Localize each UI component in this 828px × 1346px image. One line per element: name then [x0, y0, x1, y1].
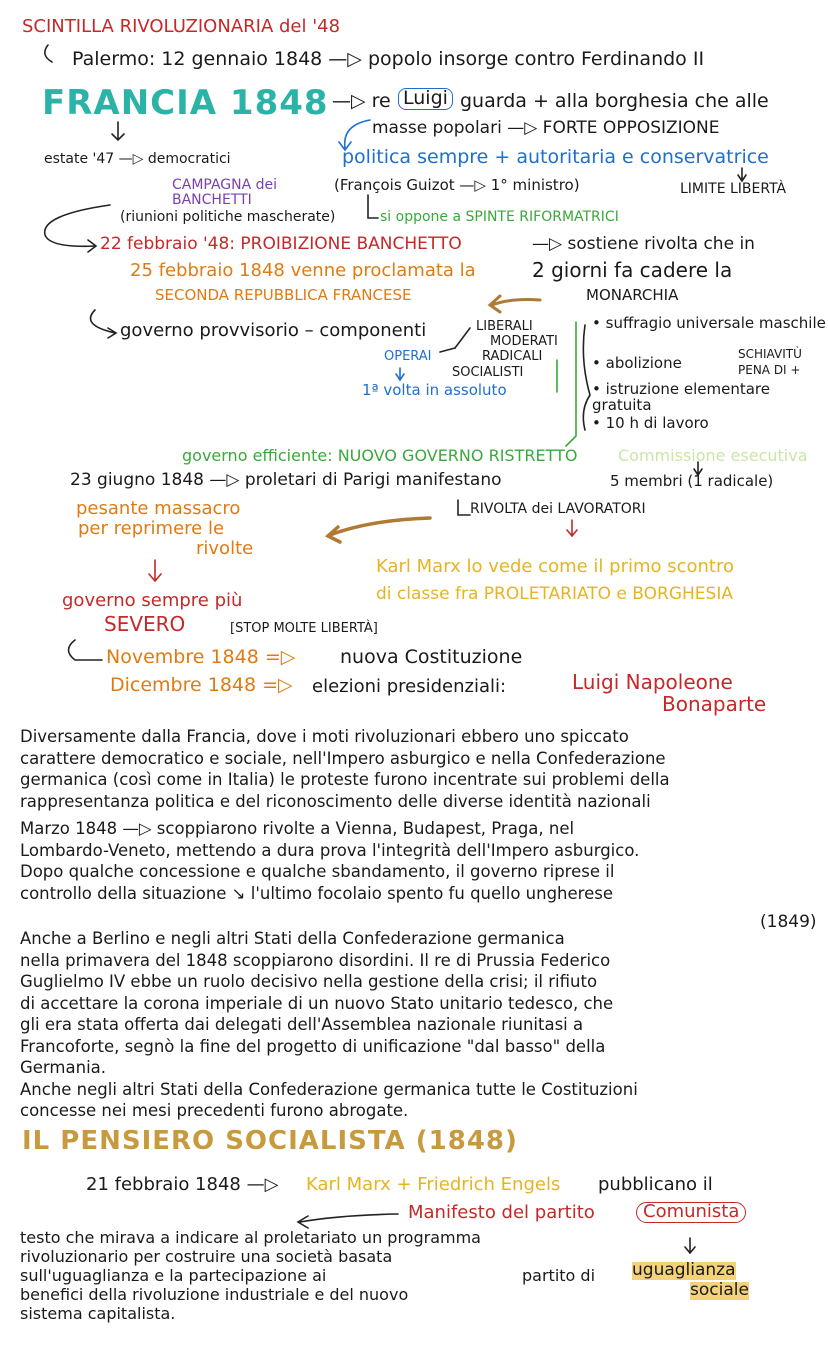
- uguaglianza: uguaglianza: [632, 1260, 736, 1280]
- liberali: LIBERALI: [476, 319, 533, 334]
- paragraph-impero: Diversamente dalla Francia, dove i moti rivoluzionari ebbero uno spiccato carattere democratico e sociale, nell'Impero asburgico e nella Confederazione germanica (così come in Italia) le proteste furono incentrate sui problemi della rappresentanza politica e del riconoscimento delle diverse identità nazionali Marzo 1848 —▷ scoppiarono rivolte a Vienna, Budapest, Praga, nel Lombardo-Veneto, mettendo a dura prova l'integrità dell'Impero asburgico. Dopo qualche concessione e qualche sbandamento, il governo riprese il controllo della situazione ↘ l'ultimo focolaio spento fu quello ungherese: [20, 727, 670, 903]
- monarchia: MONARCHIA: [586, 286, 679, 304]
- campagna-banchetti: CAMPAGNA dei BANCHETTI: [172, 177, 278, 208]
- moderati: MODERATI: [490, 334, 558, 349]
- bullet-istruzione: • istruzione elementare gratuita: [592, 380, 770, 414]
- governo-provvisorio: governo provvisorio – componenti: [120, 320, 427, 341]
- marx-engels: Karl Marx + Friedrich Engels: [306, 1174, 561, 1195]
- commissione-esecutiva: Commissione esecutiva: [618, 446, 808, 465]
- schiavitu: SCHIAVITÙ: [738, 347, 802, 361]
- due-giorni: 2 giorni fa cadere la: [532, 258, 733, 282]
- paragraph-germania: Anche a Berlino e negli altri Stati della Confederazione germanica nella primavera del 1848 scoppiarono disordini. Il re di Prussia Federico Guglielmo IV ebbe un ruolo decisivo nella gestione della crisi; il rifiuto di accettare la corona imperiale di un nuovo Stato unitario tedesco, che gli era stata offerta dai delegati dell'Assemblea nazionale riunitasi a Francoforte, segnò la fine del progetto di unificazione "dal basso" della Germania. Anche negli altri Stati della Confederazione germanica tutte le Costituzioni concesse nei mesi precedenti furono abrogate.: [20, 929, 638, 1120]
- severo-line1: governo sempre più: [62, 590, 243, 611]
- year-1849: (1849): [760, 912, 817, 932]
- dicembre-label: Dicembre 1848 =▷: [110, 674, 293, 696]
- francia-line2: masse popolari —▷ FORTE OPPOSIZIONE: [372, 118, 720, 138]
- febbraio-22-line: 22 febbraio '48: PROIBIZIONE BANCHETTO: [100, 234, 462, 254]
- severo-line2: SEVERO: [104, 612, 186, 636]
- politica-line: politica sempre + autoritaria e conservatrice: [342, 146, 769, 168]
- page-title: SCINTILLA RIVOLUZIONARIA del '48: [22, 16, 341, 37]
- napoleone-2: Bonaparte: [662, 692, 767, 716]
- partito-di: partito di: [522, 1266, 596, 1285]
- riunioni-mascherate: (riunioni politiche mascherate): [120, 209, 336, 225]
- bullet-10h: • 10 h di lavoro: [592, 414, 709, 432]
- pubblicano: pubblicano il: [598, 1174, 713, 1195]
- radicali: RADICALI: [482, 349, 543, 364]
- marx-line2: di classe fra PROLETARIATO e BORGHESIA: [376, 584, 733, 604]
- luigi-circled: Luigi: [398, 88, 453, 110]
- massacro-1: pesante massacro: [76, 498, 241, 519]
- bullet-suffragio: • suffragio universale maschile: [592, 314, 826, 332]
- giugno-23-line: 23 giugno 1848 —▷ proletari di Parigi manifestano: [70, 470, 502, 490]
- massacro-3: rivolte: [196, 538, 254, 559]
- manifesto-desc: testo che mirava a indicare al proletariato un programma rivoluzionario per costruire una società basata sull'uguaglianza e la partecipazione ai benefici della rivoluzione industriale e del nuovo sistema capitalista.: [20, 1228, 481, 1323]
- pena-di-morte: PENA DI +: [738, 363, 801, 377]
- sociale: sociale: [690, 1280, 749, 1300]
- novembre-label: Novembre 1848 =▷: [106, 646, 296, 668]
- cinque-membri: 5 membri (1 radicale): [610, 472, 774, 490]
- massacro-2: per reprimere le: [78, 518, 225, 539]
- manifesto: Manifesto del partito: [408, 1202, 595, 1223]
- palermo-line: Palermo: 12 gennaio 1848 —▷ popolo insorge contro Ferdinando II: [72, 48, 705, 70]
- stop-liberta: [STOP MOLTE LIBERTÀ]: [230, 621, 378, 636]
- rivolta-lavoratori: RIVOLTA dei LAVORATORI: [470, 501, 646, 517]
- oppone-riforme: si oppone a SPINTE RIFORMATRICI: [380, 209, 619, 225]
- operai: OPERAI: [384, 349, 432, 364]
- francia-arrow-text: —▷ re: [332, 90, 391, 112]
- francia-heading: FRANCIA 1848: [42, 83, 329, 123]
- marx-line1: Karl Marx lo vede come il primo scontro: [376, 556, 735, 577]
- sostiene-rivolta: —▷ sostiene rivolta che in: [532, 234, 755, 254]
- estate-47: estate '47 —▷ democratici: [44, 151, 231, 167]
- francia-line1: guarda + alla borghesia che alle: [460, 90, 769, 112]
- prima-volta: 1ª volta in assoluto: [362, 381, 507, 399]
- socialisti: SOCIALISTI: [452, 365, 524, 380]
- bullet-abolizione: • abolizione: [592, 354, 682, 372]
- governo-efficiente: governo efficiente: NUOVO GOVERNO RISTRETTO: [182, 446, 578, 465]
- proclamata-line: 25 febbraio 1848 venne proclamata la: [130, 260, 476, 281]
- novembre-text: nuova Costituzione: [340, 646, 523, 668]
- seconda-repubblica: SECONDA REPUBBLICA FRANCESE: [155, 286, 412, 304]
- napoleone-1: Luigi Napoleone: [572, 670, 733, 694]
- comunista-circled: Comunista: [636, 1202, 746, 1223]
- guizot-line: (François Guizot —▷ 1° ministro): [334, 176, 580, 194]
- limite-liberta: LIMITE LIBERTÀ: [680, 181, 787, 197]
- socialismo-date: 21 febbraio 1848 —▷: [86, 1174, 279, 1195]
- dicembre-text: elezioni presidenziali:: [312, 676, 507, 697]
- socialismo-heading: IL PENSIERO SOCIALISTA (1848): [22, 1126, 518, 1156]
